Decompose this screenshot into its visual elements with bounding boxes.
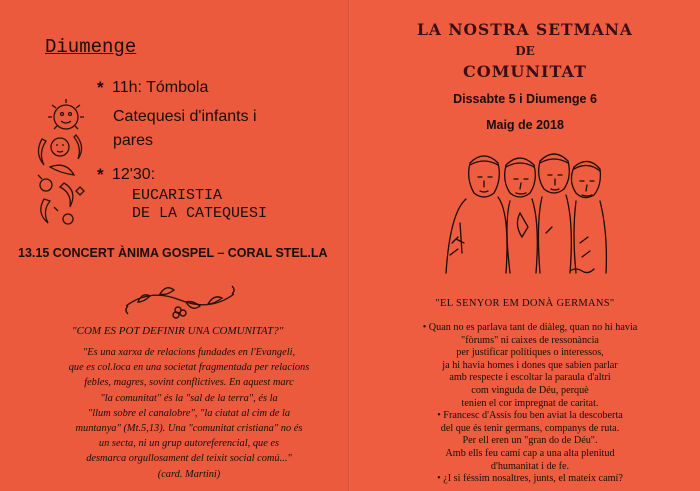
eucharist-label: EUCARISTIA <box>132 187 223 204</box>
sunday-heading: Diumenge <box>45 36 137 58</box>
reflection-line: del que és tenir germans, companys de ruta. <box>440 422 620 434</box>
reflection-line: amb respecte i escoltar la paraula d'altri <box>449 372 611 384</box>
friars-illustration <box>440 143 610 283</box>
reflection-line: • Francesc d'Assís fou ben aviat la descoberta <box>437 410 623 422</box>
eucharist-label-cont: DE LA CATEQUESI <box>132 205 268 222</box>
date-line: Dissabte 5 i Diumenge 6 <box>453 92 597 106</box>
quote-line: que es col.loca en una societat fragmentada per relacions <box>68 362 310 374</box>
reflection-text <box>380 322 680 486</box>
title-line-1: LA NOSTRA SETMANA <box>417 20 633 39</box>
quote-title: "COM ES POT DEFINIR UNA COMUNITAT?" <box>72 325 284 337</box>
title-line-3: COMUNITAT <box>463 62 587 81</box>
catechesis-item-cont: pares <box>113 132 154 149</box>
vine-ornament <box>120 280 240 320</box>
title-line-2: DE <box>515 44 535 58</box>
bullet-star: * <box>97 78 104 97</box>
reflection-line: tenien el cor impregnat de caritat. <box>461 397 599 409</box>
quote-author: (card. Martini) <box>157 468 221 480</box>
date-month: Maig de 2018 <box>486 118 564 132</box>
reflection-line: d'humanitat i de fe. <box>490 460 570 472</box>
quote-line: febles, magres, sovint conflictives. En aquest marc <box>84 377 294 389</box>
reflection-line: per justificar polítiques o interessos, <box>456 347 604 359</box>
reflection-line: Amb ells feu camí cap a una alta plenitud <box>445 447 615 459</box>
bullet-star: * <box>97 165 104 184</box>
sun-moon-ornament <box>30 95 96 230</box>
reflection-line: • ¿I si féssim nosaltres, junts, el mateix camí? <box>437 473 623 485</box>
reflection-line: ja hi havia homes i dones que sabien parlar <box>442 359 618 371</box>
quote-line: "llum sobre el canalobre", "la ciutat al cim de la <box>87 407 291 419</box>
catechesis-item: Catequesi d'infants i <box>113 108 257 125</box>
quote-line: desmarca orgullosament del teixit social comú..." <box>86 453 292 465</box>
reflection-line: Per ell eren un "gran do de Déu". <box>462 435 598 447</box>
quote-line: muntanya" (Mt.5,13). Una "comunitat cristiana" no és <box>75 423 303 435</box>
reflection-line: "fòrums" ni caixes de ressonància <box>461 334 599 346</box>
quote-line: "Es una xarxa de relacions fundades en l'Evangeli, <box>82 347 296 358</box>
quote-line: "la comunitat" és la "sal de la terra", és la <box>100 392 278 404</box>
reflection-line: • Quan no es parlava tant de diàleg, quan no hi havia <box>422 322 638 333</box>
concert-line: 13.15 CONCERT ÀNIMA GOSPEL – CORAL STEL.LA <box>18 246 328 260</box>
reflection-line: com vinguda de Déu, perquè <box>471 384 589 396</box>
mass-time: 12'30: <box>112 166 156 183</box>
quote-line: un secta, ni un grup autoreferencial, que es <box>98 438 280 450</box>
tombola-item: 11h: Tómbola <box>112 79 209 96</box>
community-quote <box>48 345 330 482</box>
motto: "EL SENYOR EM DONÀ GERMANS" <box>435 298 615 309</box>
